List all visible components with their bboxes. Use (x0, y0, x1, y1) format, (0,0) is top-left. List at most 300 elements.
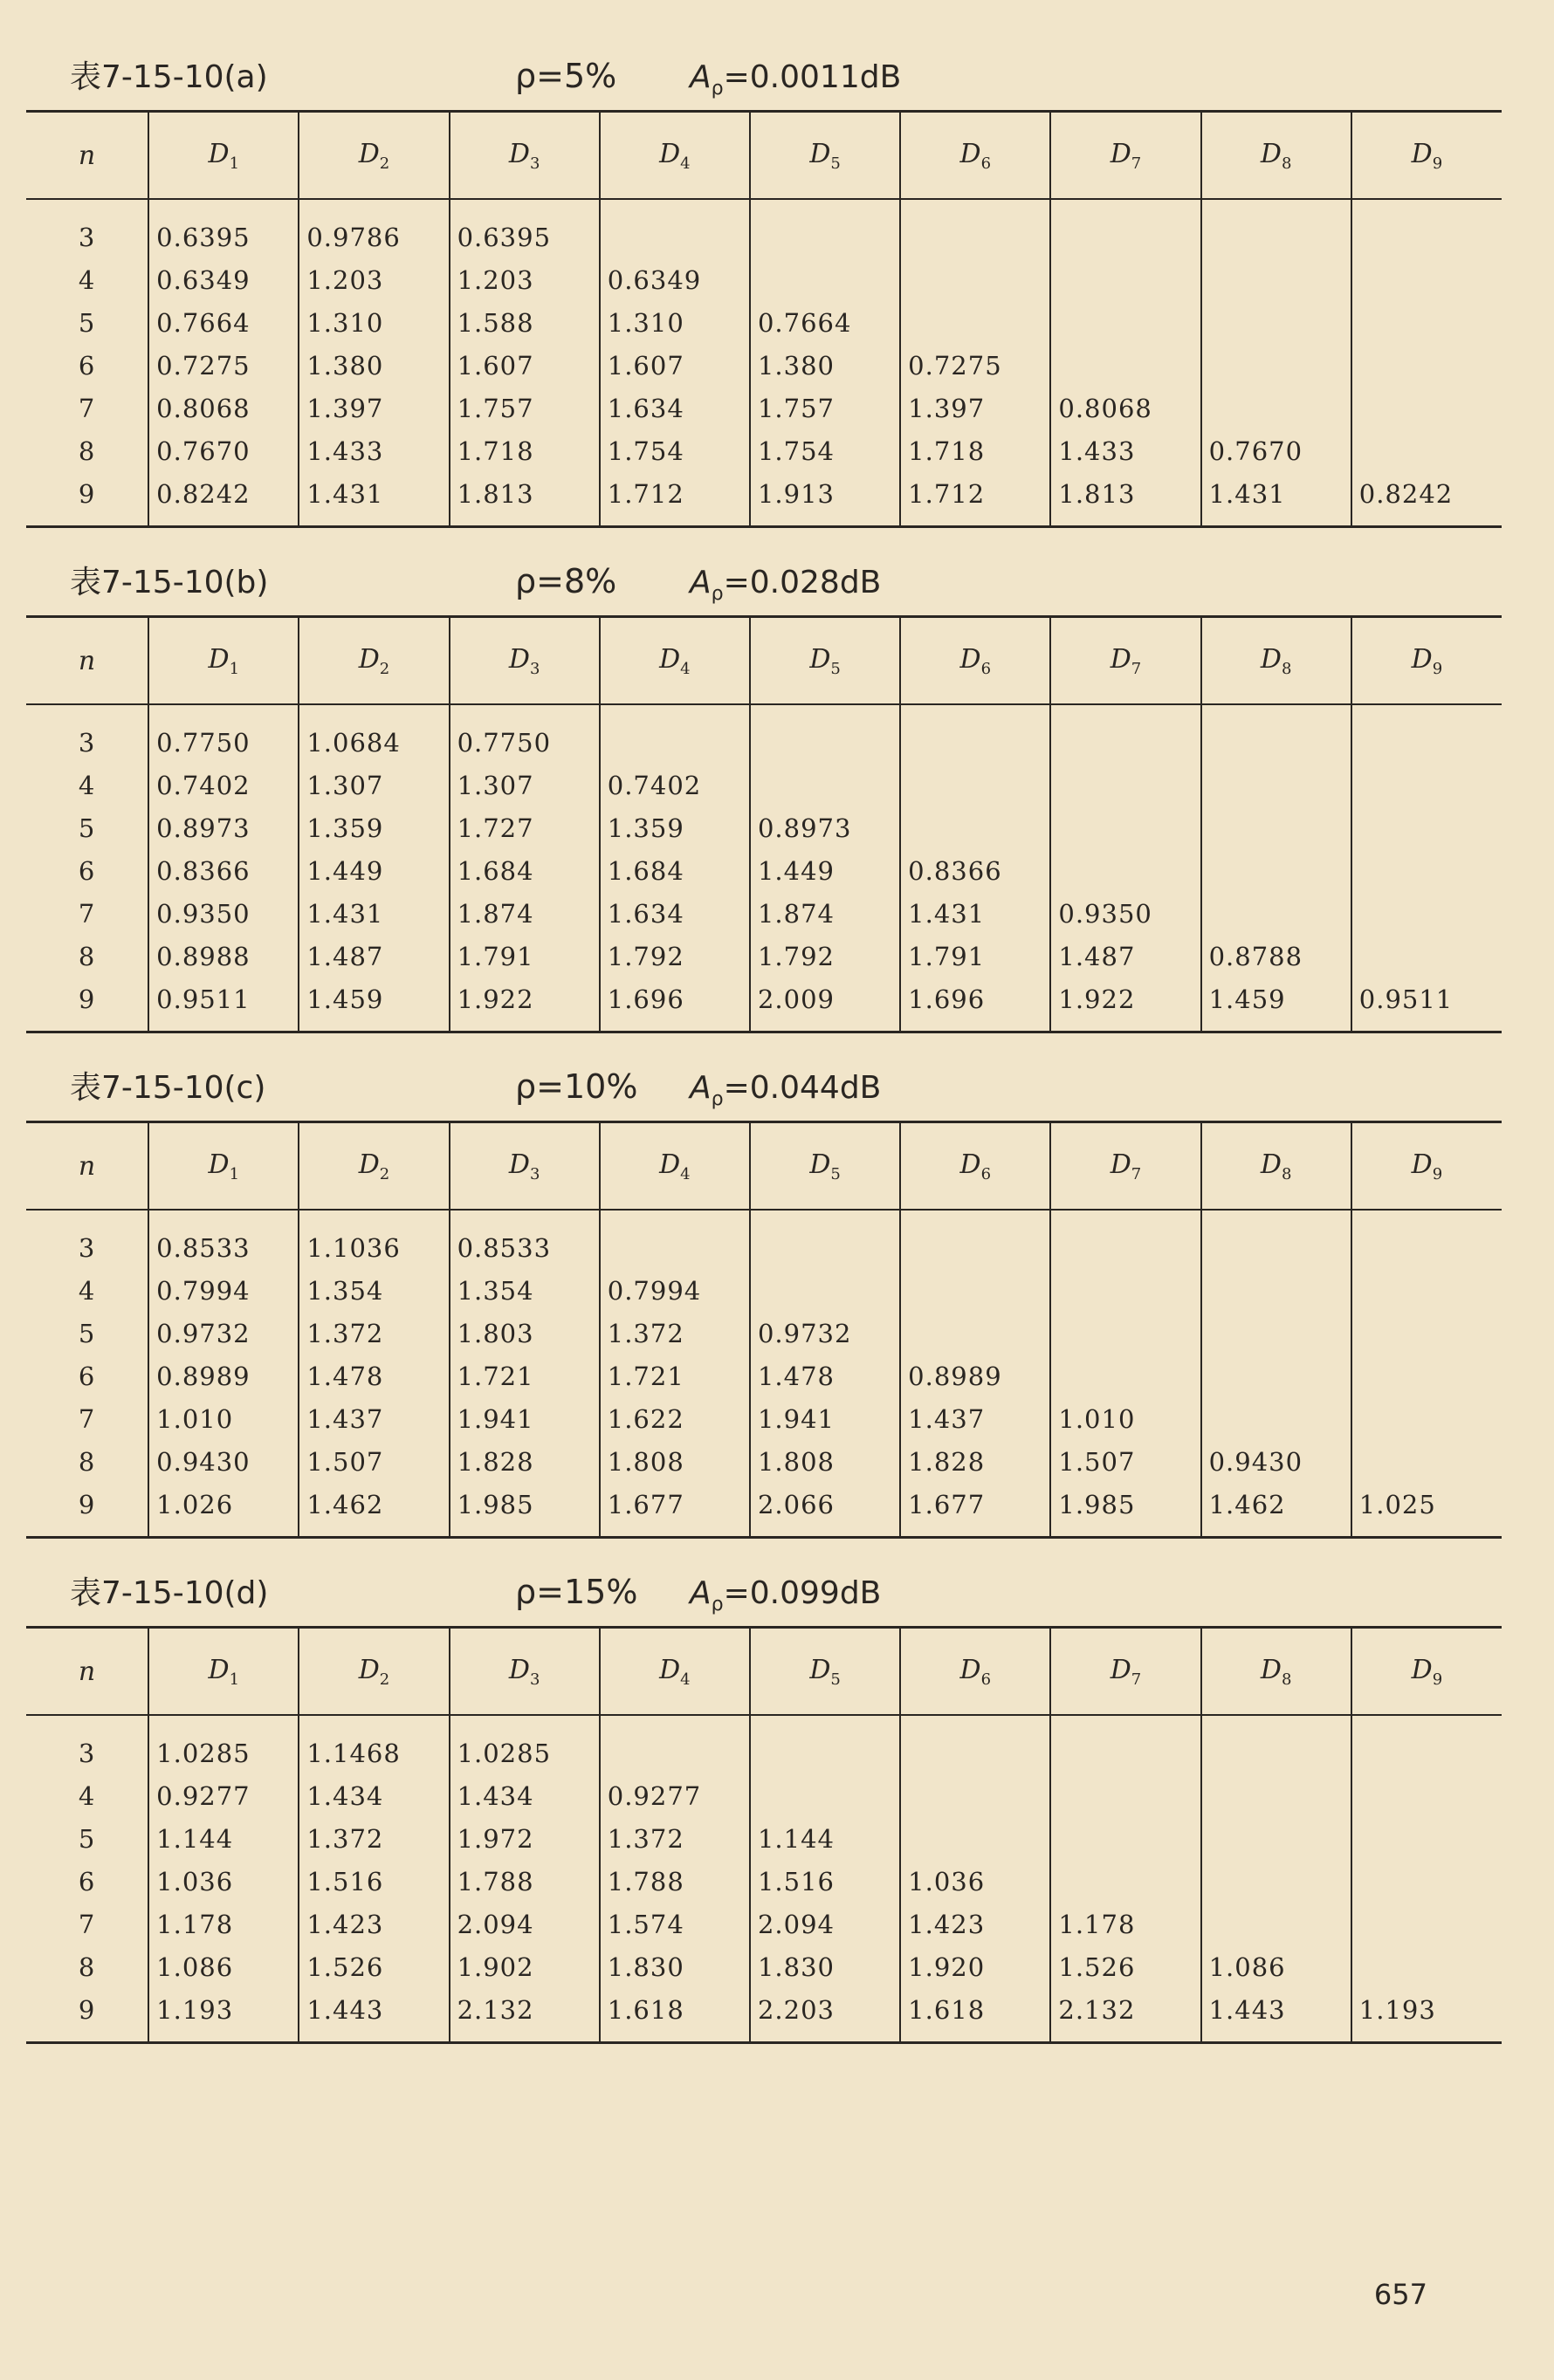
ap-value: $A_\rho=0.0011dB$ (690, 59, 902, 100)
coefficient-cell: 1.754 (600, 429, 750, 472)
coefficient-cell: 1.526 (1050, 1945, 1200, 1988)
table-row (26, 387, 1502, 429)
coefficient-cell (1351, 935, 1502, 977)
coefficient-cell (750, 1774, 900, 1817)
column-header: $D_5$ (750, 617, 900, 705)
coefficient-cell: 1.431 (299, 472, 449, 527)
ap-number: =0.028dB (723, 565, 882, 600)
coefficient-cell: 0.6349 (600, 258, 750, 301)
page-number: 657 (1373, 2278, 1427, 2311)
table-row (26, 764, 1502, 806)
coefficient-cell: 1.434 (450, 1774, 600, 1817)
coefficient-cell: 1.607 (450, 344, 600, 387)
coefficient-cell (750, 764, 900, 806)
coefficient-cell (1351, 1269, 1502, 1312)
coefficient-cell: 1.1468 (299, 1715, 449, 1774)
coefficient-cell: 1.677 (900, 1483, 1050, 1538)
coefficient-cell: 1.203 (450, 258, 600, 301)
table-row (26, 1903, 1502, 1945)
table-row (26, 429, 1502, 472)
column-header: $D_2$ (299, 617, 449, 705)
column-header: $D_8$ (1201, 1122, 1351, 1211)
coefficient-cell: 0.7275 (900, 344, 1050, 387)
coefficient-cell: 1.307 (299, 764, 449, 806)
column-header: $D_4$ (600, 1628, 750, 1716)
column-header: $D_2$ (299, 1122, 449, 1211)
coefficient-cell: 1.684 (600, 849, 750, 892)
coefficient-cell: 1.830 (600, 1945, 750, 1988)
coefficient-cell (600, 704, 750, 764)
coefficient-cell: 1.193 (1351, 1988, 1502, 2043)
coefficient-cell: 1.0285 (148, 1715, 299, 1774)
coefficient-cell: 1.1036 (299, 1210, 449, 1269)
table-row (26, 806, 1502, 849)
coefficient-cell (1351, 704, 1502, 764)
coefficient-cell (1050, 1269, 1200, 1312)
coefficient-cell: 0.9511 (1351, 977, 1502, 1032)
coefficient-cell (900, 1774, 1050, 1817)
coefficient-cell (1351, 1715, 1502, 1774)
coefficient-cell: 1.757 (750, 387, 900, 429)
column-header: $D_7$ (1050, 1628, 1200, 1716)
coefficient-cell (900, 764, 1050, 806)
coefficient-cell (1351, 387, 1502, 429)
coefficient-cell: 1.718 (900, 429, 1050, 472)
column-header: $D_5$ (750, 1628, 900, 1716)
coefficient-cell: 0.8366 (900, 849, 1050, 892)
coefficient-cell (1050, 1355, 1200, 1397)
coefficient-cell (1351, 1355, 1502, 1397)
coefficient-cell: 1.922 (450, 977, 600, 1032)
coefficient-cell: 1.487 (1050, 935, 1200, 977)
coefficient-cell: 1.178 (148, 1903, 299, 1945)
column-header: n (26, 617, 148, 705)
coefficient-cell: 0.7750 (148, 704, 299, 764)
coefficient-cell: 1.507 (299, 1440, 449, 1483)
coefficient-cell: 1.462 (1201, 1483, 1351, 1538)
column-header: $D_9$ (1351, 1122, 1502, 1211)
coefficient-cell (1050, 344, 1200, 387)
coefficient-cell: 1.310 (600, 301, 750, 344)
coefficient-cell: 1.193 (148, 1988, 299, 2043)
coefficient-cell: 1.010 (1050, 1397, 1200, 1440)
rho-value: ρ=10% (515, 1067, 638, 1106)
coefficient-cell: 1.607 (600, 344, 750, 387)
tables-container (26, 52, 1502, 2044)
table-row (26, 1210, 1502, 1269)
order-cell: 9 (78, 478, 96, 509)
order-cell: 3 (78, 1232, 96, 1263)
coefficient-cell: 1.380 (299, 344, 449, 387)
coefficient-cell: 1.941 (750, 1397, 900, 1440)
table-row (26, 1269, 1502, 1312)
coefficient-cell: 1.913 (750, 472, 900, 527)
coefficient-cell (1201, 1355, 1351, 1397)
coefficient-cell: 1.634 (600, 892, 750, 935)
coefficient-cell: 1.144 (148, 1817, 299, 1860)
coefficient-cell: 1.727 (450, 806, 600, 849)
coefficient-cell (1050, 1817, 1200, 1860)
table-row (26, 1945, 1502, 1988)
coefficient-table (26, 110, 1502, 528)
coefficient-cell: 1.372 (600, 1817, 750, 1860)
coefficient-cell: 1.813 (450, 472, 600, 527)
table-section (26, 52, 1502, 528)
coefficient-cell: 0.8989 (900, 1355, 1050, 1397)
coefficient-cell: 1.813 (1050, 472, 1200, 527)
coefficient-cell: 1.712 (900, 472, 1050, 527)
coefficient-cell: 2.132 (450, 1988, 600, 2043)
coefficient-cell: 0.9786 (299, 199, 449, 258)
column-header: $D_1$ (148, 1628, 299, 1716)
order-cell: 8 (78, 1446, 96, 1477)
coefficient-cell: 1.449 (299, 849, 449, 892)
coefficient-cell (1351, 892, 1502, 935)
order-cell: 9 (78, 1489, 96, 1519)
order-cell: 6 (78, 1361, 96, 1391)
table-row (26, 935, 1502, 977)
coefficient-cell: 2.066 (750, 1483, 900, 1538)
column-header: $D_4$ (600, 1122, 750, 1211)
table-row (26, 1817, 1502, 1860)
coefficient-cell: 0.7402 (600, 764, 750, 806)
coefficient-cell (1201, 704, 1351, 764)
coefficient-cell: 1.808 (750, 1440, 900, 1483)
coefficient-cell: 1.434 (299, 1774, 449, 1817)
column-header: n (26, 1628, 148, 1716)
coefficient-cell: 1.026 (148, 1483, 299, 1538)
page-content (26, 52, 1502, 2074)
coefficient-cell: 1.372 (299, 1312, 449, 1355)
coefficient-cell (900, 806, 1050, 849)
ap-number: =0.044dB (723, 1070, 882, 1106)
coefficient-cell: 1.431 (900, 892, 1050, 935)
coefficient-cell: 0.9430 (1201, 1440, 1351, 1483)
column-header: $D_6$ (900, 1628, 1050, 1716)
table-label: 表7-15-10(b) (70, 565, 269, 600)
ap-number: =0.099dB (723, 1575, 882, 1611)
coefficient-cell: 1.0684 (299, 704, 449, 764)
coefficient-cell: 1.696 (900, 977, 1050, 1032)
coefficient-cell: 1.487 (299, 935, 449, 977)
column-header: $D_4$ (600, 112, 750, 200)
table-row (26, 472, 1502, 527)
coefficient-cell (750, 1715, 900, 1774)
coefficient-cell: 1.010 (148, 1397, 299, 1440)
coefficient-cell: 1.634 (600, 387, 750, 429)
coefficient-cell (1201, 1903, 1351, 1945)
table-row (26, 1355, 1502, 1397)
order-cell: 7 (78, 898, 96, 929)
coefficient-cell (1050, 1715, 1200, 1774)
column-header: $D_9$ (1351, 112, 1502, 200)
coefficient-cell: 0.8973 (750, 806, 900, 849)
column-header: $D_5$ (750, 112, 900, 200)
coefficient-cell (600, 1210, 750, 1269)
column-header: $D_6$ (900, 1122, 1050, 1211)
coefficient-cell: 1.380 (750, 344, 900, 387)
coefficient-cell (1050, 849, 1200, 892)
coefficient-cell (1201, 1774, 1351, 1817)
column-header: $D_1$ (148, 1122, 299, 1211)
coefficient-cell (1351, 344, 1502, 387)
table-caption (26, 1568, 1502, 1626)
order-cell: 9 (78, 984, 96, 1014)
coefficient-cell: 0.7664 (148, 301, 299, 344)
order-cell: 9 (78, 1994, 96, 2025)
coefficient-cell: 0.8988 (148, 935, 299, 977)
coefficient-cell: 1.359 (600, 806, 750, 849)
coefficient-cell: 1.718 (450, 429, 600, 472)
coefficient-cell: 1.803 (450, 1312, 600, 1355)
coefficient-cell: 1.423 (900, 1903, 1050, 1945)
coefficient-cell: 1.354 (450, 1269, 600, 1312)
column-header: n (26, 112, 148, 200)
coefficient-cell (1351, 1440, 1502, 1483)
coefficient-cell (1351, 1774, 1502, 1817)
coefficient-cell (1050, 1210, 1200, 1269)
coefficient-cell: 1.828 (450, 1440, 600, 1483)
coefficient-cell (1351, 301, 1502, 344)
coefficient-cell (750, 1210, 900, 1269)
table-caption (26, 1063, 1502, 1121)
column-header: $D_2$ (299, 1628, 449, 1716)
coefficient-cell: 0.9350 (148, 892, 299, 935)
coefficient-cell: 0.8533 (450, 1210, 600, 1269)
coefficient-cell (900, 199, 1050, 258)
coefficient-cell (1050, 764, 1200, 806)
coefficient-cell (1201, 387, 1351, 429)
coefficient-cell: 2.094 (450, 1903, 600, 1945)
table-row (26, 301, 1502, 344)
order-cell: 5 (78, 1823, 96, 1854)
table-caption (26, 52, 1502, 110)
coefficient-cell: 1.437 (299, 1397, 449, 1440)
coefficient-cell: 1.721 (450, 1355, 600, 1397)
coefficient-cell (1201, 1860, 1351, 1903)
coefficient-cell (750, 1269, 900, 1312)
order-cell: 3 (78, 727, 96, 758)
table-row (26, 199, 1502, 258)
order-cell: 8 (78, 1951, 96, 1982)
coefficient-cell: 0.9732 (148, 1312, 299, 1355)
coefficient-cell (600, 1715, 750, 1774)
table-row (26, 704, 1502, 764)
column-header: $D_4$ (600, 617, 750, 705)
table-section (26, 1568, 1502, 2044)
coefficient-cell: 1.423 (299, 1903, 449, 1945)
coefficient-cell: 1.808 (600, 1440, 750, 1483)
coefficient-table (26, 615, 1502, 1033)
column-header: $D_5$ (750, 1122, 900, 1211)
column-header: $D_7$ (1050, 1122, 1200, 1211)
table-row (26, 1312, 1502, 1355)
coefficient-cell: 0.6395 (450, 199, 600, 258)
coefficient-cell: 1.372 (600, 1312, 750, 1355)
table-row (26, 1860, 1502, 1903)
coefficient-cell (1201, 1715, 1351, 1774)
coefficient-cell: 0.9277 (600, 1774, 750, 1817)
coefficient-cell: 1.985 (450, 1483, 600, 1538)
coefficient-cell: 1.478 (299, 1355, 449, 1397)
coefficient-cell: 0.8973 (148, 806, 299, 849)
table-row (26, 1988, 1502, 2043)
coefficient-cell: 2.203 (750, 1988, 900, 2043)
coefficient-cell: 1.972 (450, 1817, 600, 1860)
coefficient-cell: 1.431 (299, 892, 449, 935)
rho-value: ρ=15% (515, 1573, 638, 1611)
order-cell: 6 (78, 1866, 96, 1896)
coefficient-cell: 1.712 (600, 472, 750, 527)
coefficient-cell: 0.7750 (450, 704, 600, 764)
coefficient-cell (1351, 1860, 1502, 1903)
coefficient-cell: 0.9511 (148, 977, 299, 1032)
coefficient-cell (750, 704, 900, 764)
coefficient-cell: 0.8989 (148, 1355, 299, 1397)
coefficient-cell: 1.178 (1050, 1903, 1200, 1945)
coefficient-cell: 1.792 (750, 935, 900, 977)
coefficient-cell: 1.307 (450, 764, 600, 806)
coefficient-cell: 1.788 (600, 1860, 750, 1903)
coefficient-cell: 0.6349 (148, 258, 299, 301)
coefficient-cell: 0.7402 (148, 764, 299, 806)
coefficient-cell: 1.677 (600, 1483, 750, 1538)
coefficient-cell (1201, 301, 1351, 344)
coefficient-cell: 1.902 (450, 1945, 600, 1988)
coefficient-cell (1351, 1817, 1502, 1860)
coefficient-cell (1201, 199, 1351, 258)
column-header: $D_3$ (450, 617, 600, 705)
coefficient-cell: 1.791 (450, 935, 600, 977)
coefficient-cell: 0.8366 (148, 849, 299, 892)
coefficient-cell: 1.588 (450, 301, 600, 344)
coefficient-cell: 1.754 (750, 429, 900, 472)
coefficient-cell (1201, 1269, 1351, 1312)
coefficient-cell: 1.507 (1050, 1440, 1200, 1483)
column-header: $D_3$ (450, 112, 600, 200)
coefficient-cell (1050, 301, 1200, 344)
table-row (26, 1440, 1502, 1483)
coefficient-table (26, 1121, 1502, 1539)
coefficient-cell: 0.8533 (148, 1210, 299, 1269)
coefficient-cell: 1.526 (299, 1945, 449, 1988)
coefficient-cell: 1.433 (1050, 429, 1200, 472)
coefficient-cell: 1.443 (299, 1988, 449, 2043)
coefficient-cell: 1.459 (1201, 977, 1351, 1032)
coefficient-cell: 1.310 (299, 301, 449, 344)
coefficient-cell: 1.985 (1050, 1483, 1200, 1538)
table-caption (26, 558, 1502, 615)
coefficient-cell (1351, 258, 1502, 301)
coefficient-cell: 0.7994 (600, 1269, 750, 1312)
coefficient-cell: 0.7664 (750, 301, 900, 344)
table-section (26, 1063, 1502, 1539)
coefficient-table (26, 1626, 1502, 2044)
coefficient-cell: 1.437 (900, 1397, 1050, 1440)
column-header: $D_9$ (1351, 617, 1502, 705)
order-cell: 6 (78, 855, 96, 886)
coefficient-cell (1351, 849, 1502, 892)
coefficient-cell: 1.372 (299, 1817, 449, 1860)
coefficient-cell (900, 301, 1050, 344)
coefficient-cell: 1.459 (299, 977, 449, 1032)
order-cell: 8 (78, 436, 96, 466)
coefficient-cell (1050, 199, 1200, 258)
column-header: $D_2$ (299, 112, 449, 200)
table-row (26, 849, 1502, 892)
table-label: 表7-15-10(d) (70, 1575, 269, 1611)
coefficient-cell (900, 258, 1050, 301)
table-row (26, 1774, 1502, 1817)
order-cell: 5 (78, 813, 96, 843)
coefficient-cell: 1.144 (750, 1817, 900, 1860)
coefficient-cell: 1.359 (299, 806, 449, 849)
coefficient-cell (1351, 1312, 1502, 1355)
coefficient-cell: 1.462 (299, 1483, 449, 1538)
ap-number: =0.0011dB (723, 59, 902, 95)
coefficient-cell: 1.431 (1201, 472, 1351, 527)
coefficient-cell: 0.9277 (148, 1774, 299, 1817)
ap-value: $A_\rho=0.028dB$ (690, 565, 882, 606)
coefficient-cell (1351, 199, 1502, 258)
coefficient-cell (1351, 1945, 1502, 1988)
table-row (26, 1715, 1502, 1774)
coefficient-cell (900, 1210, 1050, 1269)
coefficient-cell (1351, 1210, 1502, 1269)
order-cell: 4 (78, 1780, 96, 1811)
coefficient-cell: 1.696 (600, 977, 750, 1032)
coefficient-cell: 1.874 (450, 892, 600, 935)
coefficient-cell: 1.086 (1201, 1945, 1351, 1988)
column-header: $D_6$ (900, 617, 1050, 705)
coefficient-cell: 1.721 (600, 1355, 750, 1397)
coefficient-cell: 1.354 (299, 1269, 449, 1312)
coefficient-cell (1351, 806, 1502, 849)
coefficient-cell (600, 199, 750, 258)
order-cell: 7 (78, 393, 96, 423)
coefficient-cell: 1.086 (148, 1945, 299, 1988)
order-cell: 8 (78, 941, 96, 971)
coefficient-cell: 1.792 (600, 935, 750, 977)
coefficient-cell (1201, 258, 1351, 301)
order-cell: 3 (78, 1738, 96, 1768)
coefficient-cell: 1.0285 (450, 1715, 600, 1774)
column-header: n (26, 1122, 148, 1211)
coefficient-cell (1201, 1817, 1351, 1860)
order-cell: 4 (78, 770, 96, 800)
coefficient-cell (1050, 806, 1200, 849)
coefficient-cell (750, 258, 900, 301)
table-row (26, 892, 1502, 935)
coefficient-cell: 2.009 (750, 977, 900, 1032)
column-header: $D_8$ (1201, 1628, 1351, 1716)
coefficient-cell (1201, 806, 1351, 849)
coefficient-cell (1201, 764, 1351, 806)
coefficient-cell: 2.094 (750, 1903, 900, 1945)
coefficient-cell: 1.036 (900, 1860, 1050, 1903)
column-header: $D_1$ (148, 617, 299, 705)
coefficient-cell: 1.791 (900, 935, 1050, 977)
coefficient-cell: 1.449 (750, 849, 900, 892)
coefficient-cell (1351, 1903, 1502, 1945)
order-cell: 7 (78, 1403, 96, 1434)
coefficient-cell: 0.8242 (1351, 472, 1502, 527)
table-label: 表7-15-10(a) (70, 59, 268, 95)
coefficient-cell (1050, 258, 1200, 301)
column-header: $D_6$ (900, 112, 1050, 200)
coefficient-cell (1201, 1397, 1351, 1440)
coefficient-cell (1050, 1860, 1200, 1903)
